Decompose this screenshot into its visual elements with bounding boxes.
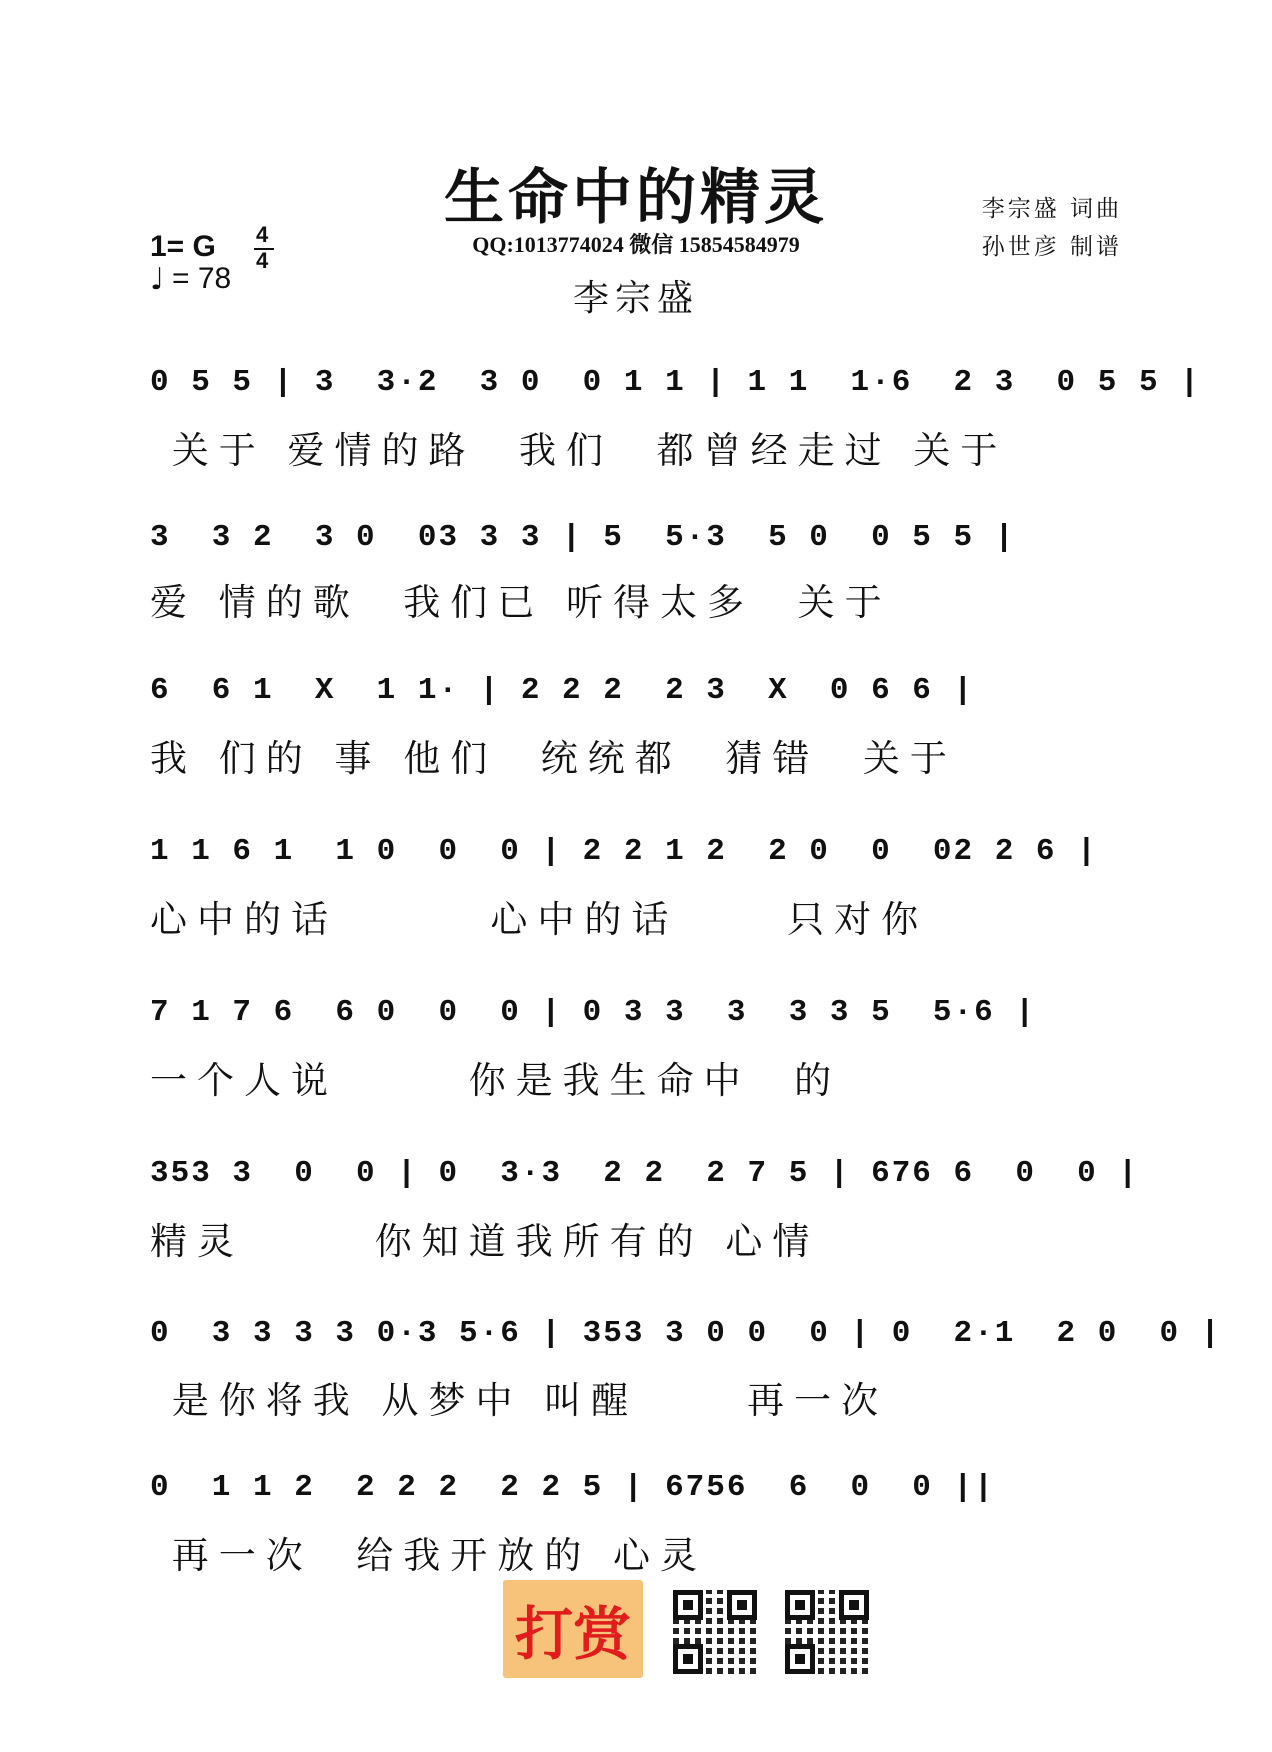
notes-line-8: 0 1 1 2 2 2 2 2 2 5 | 6756 6 0 0 || [150, 1470, 995, 1505]
lyrics-line-6: 精灵 你知道我所有的 心情 [150, 1220, 820, 1263]
arranger-credit: 孙世彦 制谱 [981, 234, 1122, 260]
quarter-note-icon: ♩ [150, 262, 165, 297]
notes-line-2: 3 3 2 3 0 03 3 3 | 5 5·3 5 0 0 5 5 | [150, 520, 1016, 555]
lyrics-line-7: 是你将我 从梦中 叫醒 再一次 [150, 1379, 889, 1422]
lyrics-line-1: 关于 爱情的路 我们 都曾经走过 关于 [150, 429, 1008, 472]
lyrics-line-2: 爱 情的歌 我们已 听得太多 关于 [150, 581, 892, 624]
notes-line-6: 353 3 0 0 | 0 3·3 2 2 2 7 5 | 676 6 0 0 | [150, 1156, 1139, 1191]
notes-line-7: 0 3 3 3 3 0·3 5·6 | 353 3 0 0 0 | 0 2·1 2 0 0 | [150, 1316, 1222, 1351]
qr-code-icon [785, 1590, 869, 1674]
singer-name: 李宗盛 [572, 278, 699, 319]
reward-button[interactable] [503, 1580, 643, 1678]
tempo-marking: = 78 [172, 262, 232, 295]
notes-line-1: 0 5 5 | 3 3·2 3 0 0 1 1 | 1 1 1·6 2 3 0 5 5 | [150, 365, 1201, 400]
lyrics-line-4: 心中的话 心中的话 只对你 [150, 898, 929, 941]
time-signature-top: 4 [256, 222, 269, 247]
qr-code-icon [673, 1590, 757, 1674]
lyrics-line-8: 再一次 给我开放的 心灵 [150, 1534, 708, 1577]
reward-label: 打赏 [514, 1600, 631, 1668]
composer-credit: 李宗盛 词曲 [981, 196, 1122, 222]
key-signature: 1= G [150, 230, 216, 263]
time-signature-bottom: 4 [256, 248, 269, 273]
notes-line-3: 6 6 1 X 1 1· | 2 2 2 2 3 X 0 6 6 | [150, 673, 975, 708]
notes-line-5: 7 1 7 6 6 0 0 0 | 0 3 3 3 3 3 5 5·6 | [150, 995, 1036, 1030]
lyrics-line-5: 一个人说 你是我生命中 的 [150, 1059, 842, 1102]
song-title: 生命中的精灵 [444, 163, 828, 233]
lyrics-line-3: 我 们的 事 他们 统统都 猜错 关于 [150, 737, 957, 780]
contact-info: QQ:1013774024 微信 15854584979 [472, 232, 800, 257]
notes-line-4: 1 1 6 1 1 0 0 0 | 2 2 1 2 2 0 0 02 2 6 | [150, 834, 1098, 869]
